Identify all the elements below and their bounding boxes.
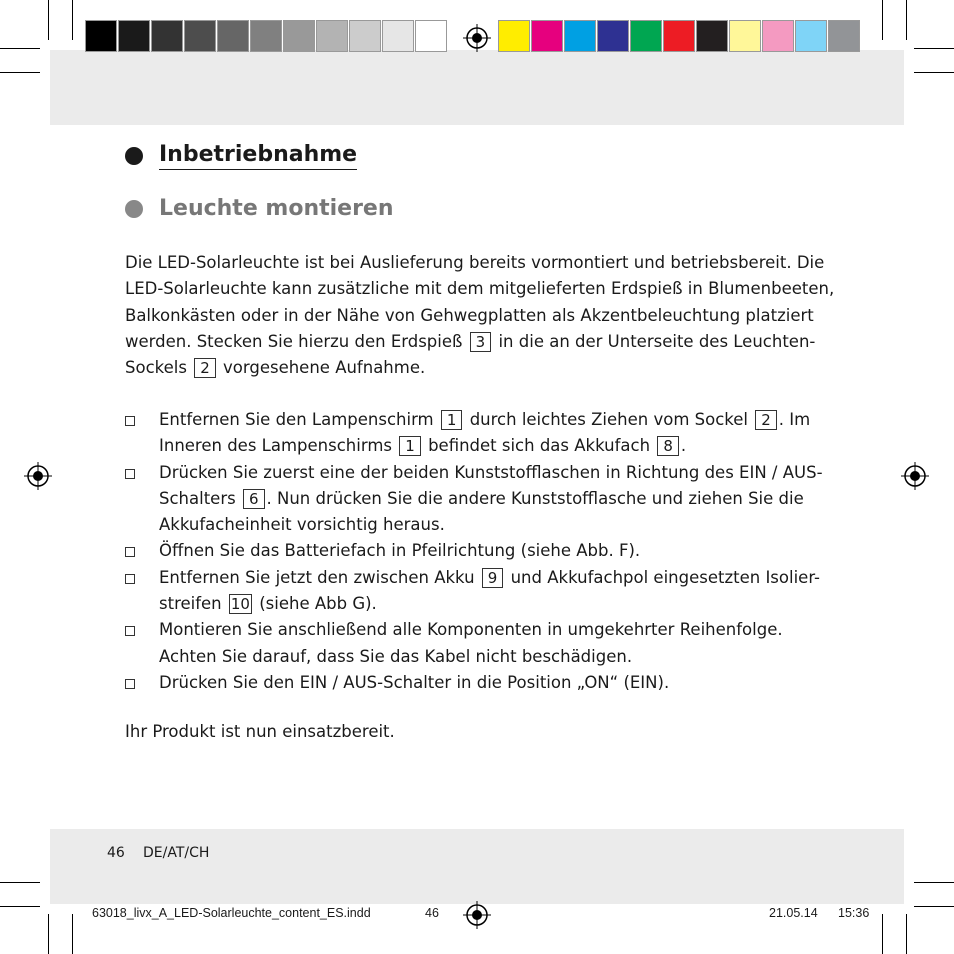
text-span: und Akkufachpol eingesetzten Isolier- [510,567,821,587]
locale-label: DE/AT/CH [143,845,210,861]
registration-mark-icon [901,462,929,490]
text-line [159,486,825,512]
crop-mark [914,72,954,73]
crop-mark [0,906,40,907]
crop-mark [0,48,40,49]
registration-mark-icon [24,462,52,490]
text-line: Montieren Sie anschließend alle Komponenten in umgekehrter Reihenfolge. [159,620,783,640]
color-swatch [415,20,447,52]
list-item [125,565,825,618]
color-swatch [597,20,629,52]
text-line [125,329,825,355]
crop-mark [0,882,40,883]
color-swatch [382,20,414,52]
color-swatch [564,20,596,52]
text-span: Schalters [159,488,236,508]
text-line [159,591,825,617]
color-swatch [696,20,728,52]
crop-mark [906,0,907,40]
text-span: Inneren des Lampenschirms [159,436,393,456]
bullet-dot-icon [125,200,143,218]
text-line: Balkonkästen oder in der Nähe von Gehwegplatten als Akzentbeleuchtung platziert [125,305,814,325]
list-item [125,670,825,696]
checkbox-square-icon [125,547,135,557]
color-swatch [349,20,381,52]
color-swatch [250,20,282,52]
text-line: Akkufacheinheit vorsichtig heraus. [159,515,445,535]
crop-mark [48,0,49,40]
gray-swatch-bar [85,20,448,54]
closing-sentence: Ihr Produkt ist nun einsatzbereit. [125,722,395,741]
color-swatch [217,20,249,52]
slug-time: 15:36 [838,906,870,920]
subsection-heading-text: Leuchte montieren [159,196,394,221]
text-span: werden. Stecken Sie hierzu den Erdspieß [125,331,463,351]
part-number-box: 8 [657,436,679,456]
text-line: LED-Solarleuchte kann zusätzliche mit dem mitgelieferten Erdspieß in Blumenbeeten, [125,279,835,299]
text-span: Sockels [125,358,187,378]
bullet-dot-icon [125,147,143,165]
text-span: streifen [159,594,222,614]
section-heading-text: Inbetriebnahme [159,142,357,170]
text-line: Drücken Sie den EIN / AUS-Schalter in die Position „ON“ (EIN). [159,672,670,692]
color-swatch [630,20,662,52]
text-line: Drücken Sie zuerst eine der beiden Kunststofflaschen in Richtung des EIN / AUS- [159,462,823,482]
text-line: Achten Sie darauf, dass Sie das Kabel nicht beschädigen. [159,646,633,666]
crop-mark [0,72,40,73]
crop-mark [914,882,954,883]
crop-mark [72,0,73,40]
registration-mark-icon [463,901,491,929]
crop-mark [882,0,883,40]
color-swatch [283,20,315,52]
checkbox-square-icon [125,416,135,426]
text-span: . [680,436,687,456]
text-line [159,407,825,433]
text-span: . Nun drücken Sie die andere Kunststofflasche und ziehen Sie die [266,488,804,508]
list-item [125,617,825,670]
crop-mark [882,914,883,954]
subsection-heading [125,196,394,221]
section-heading [125,142,357,170]
color-swatch-bar [498,20,861,54]
color-swatch [795,20,827,52]
color-swatch [663,20,695,52]
crop-mark [48,914,49,954]
color-swatch [729,20,761,52]
part-number-box: 1 [441,410,463,430]
text-span: durch leichtes Ziehen vom Sockel [469,410,748,429]
page-number: 46 [107,845,125,861]
text-span: befindet sich das Akkufach [428,436,651,456]
text-span: Entfernen Sie jetzt den zwischen Akku [159,567,475,587]
color-swatch [531,20,563,52]
slug-page: 46 [425,906,439,920]
color-swatch [316,20,348,52]
checkbox-square-icon [125,626,135,636]
header-band [50,50,904,125]
part-number-box: 2 [755,410,777,430]
part-number-box: 3 [470,332,492,352]
part-number-box: 9 [482,568,504,588]
checkbox-square-icon [125,574,135,584]
crop-mark [914,906,954,907]
crop-mark [72,914,73,954]
part-number-box: 10 [230,595,250,614]
text-span: Entfernen Sie den Lampenschirm [159,410,434,429]
text-line [125,355,825,381]
text-span: in die an der Unterseite des Leuchten- [498,331,816,351]
list-item [125,538,825,564]
color-swatch [118,20,150,52]
checkbox-square-icon [125,469,135,479]
registration-mark-icon [463,24,491,52]
color-swatch [151,20,183,52]
color-swatch [184,20,216,52]
color-swatch [828,20,860,52]
color-swatch [85,20,117,52]
footer-band [50,829,904,904]
instruction-list [125,407,825,696]
slug-date: 21.05.14 [769,906,818,920]
part-number-box: 6 [243,489,265,509]
text-line [159,433,825,459]
slug-filename: 63018_livx_A_LED-Solarleuchte_content_ES.indd [92,906,371,920]
checkbox-square-icon [125,679,135,689]
part-number-box: 2 [194,358,216,378]
text-span: . Im [778,410,811,429]
list-item [125,460,825,539]
list-item [125,407,825,460]
color-swatch [498,20,530,52]
text-line: Die LED-Solarleuchte ist bei Auslieferung bereits vormontiert und betriebsbereit. Die [125,253,825,272]
text-line: Öffnen Sie das Batteriefach in Pfeilrichtung (siehe Abb. F). [159,541,641,561]
intro-paragraph [125,250,835,381]
text-line [159,565,825,591]
crop-mark [914,48,954,49]
text-span: (siehe Abb G). [259,594,377,614]
part-number-box: 1 [399,436,421,456]
crop-mark [906,914,907,954]
color-swatch [762,20,794,52]
text-span: vorgesehene Aufnahme. [223,358,426,378]
